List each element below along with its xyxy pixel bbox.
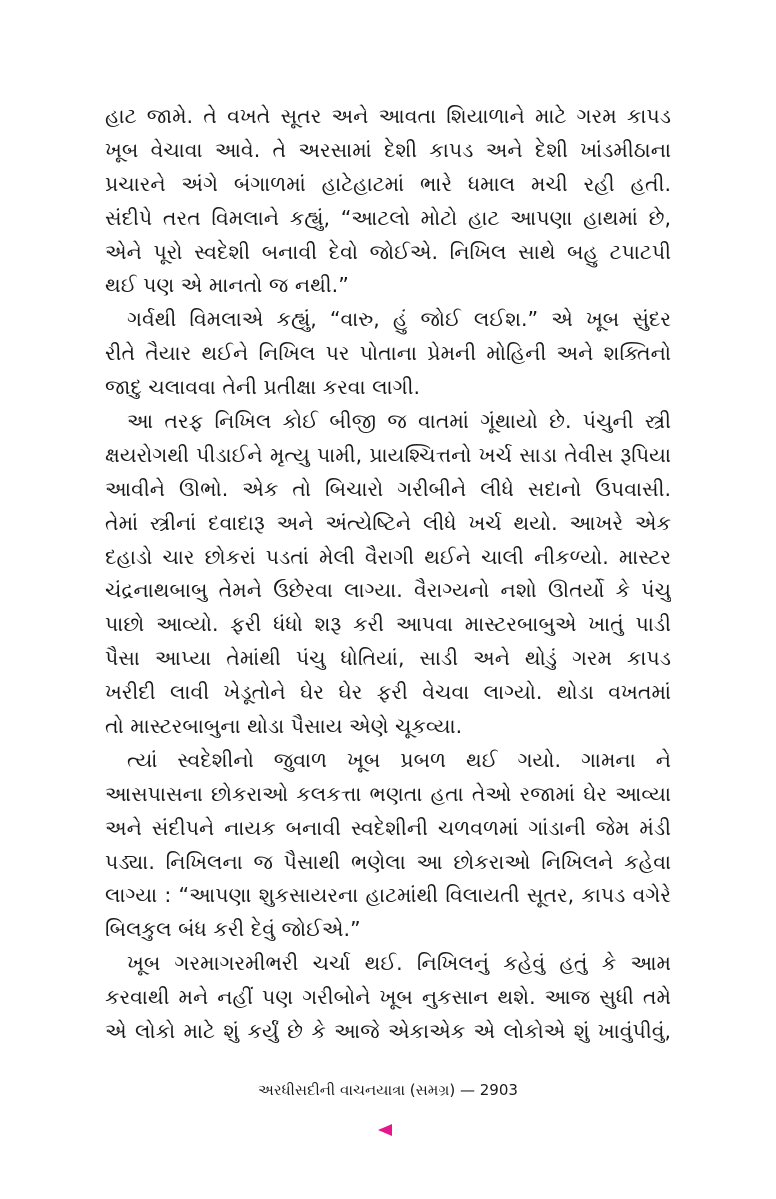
text-line: આવીને ઊભો. એક તો બિચારો ગરીબીને લીધે સદાનો ઉપવાસી.: [105, 476, 671, 501]
text-line: પ્રચારને અંગે બંગાળમાં હાટેહાટમાં ભારે ધમાલ મચી રહી હતી.: [105, 171, 671, 196]
text-line: એ લોકો માટે શું કર્યું છે કે આજે એકાએક એ લોકોએ શું ખાવુંપીવું,: [105, 1019, 671, 1044]
paragraph-start-line: ત્યાં સ્વદેશીનો જુવાળ ખૂબ પ્રબળ થઈ ગયો. ગામના ને: [127, 747, 671, 772]
text-line: પૈસા આપ્યા તેમાંથી પંચુ ધોતિયાં, સાડી અને થોડું ગરમ કાપડ: [105, 646, 671, 671]
text-line: પડ્યા. નિખિલના જ પૈસાથી ભણેલા આ છોકરાઓ નિખિલને કહેવા: [105, 849, 671, 874]
paragraph-start-line: આ તરફ નિખિલ કોઈ બીજી જ વાતમાં ગૂંથાયો છે. પંચુની સ્ત્રી: [127, 409, 671, 434]
paragraph-start-line: ગર્વથી વિમલાએ કહ્યું, “વારુ, હું જોઈ લઈશ.” એ ખૂબ સુંદર: [127, 307, 671, 332]
footer-separator: —: [459, 1081, 475, 1099]
page-footer: [0, 1080, 776, 1100]
text-line: સંદીપે તરત વિમલાને કહ્યું, “આટલો મોટો હાટ આપણા હાથમાં છે,: [105, 205, 671, 230]
text-line: અને સંદીપને નાયક બનાવી સ્વદેશીની ચળવળમાં ગાંડાની જેમ મંડી: [105, 815, 671, 840]
text-line: આસપાસના છોકરાઓ કલકત્તા ભણતા હતા તેઓ રજામાં ઘેર આવ્યા: [105, 781, 671, 806]
page-number: 2903: [479, 1081, 518, 1099]
text-line: ચંદ્રનાથબાબુ તેમને ઉછેરવા લાગ્યા. વૈરાગ્યનો નશો ઊતર્યો કે પંચુ: [105, 578, 671, 603]
text-line: લાગ્યા : “આપણા શુકસાયરના હાટમાંથી વિલાયતી સૂતર, કાપડ વગેરે: [105, 883, 671, 908]
book-title: અરધીસદીની વાચનયાત્રા (સમગ્ર): [258, 1081, 456, 1099]
text-line: પાછો આવ્યો. ફરી ધંધો શરૂ કરી આપવા માસ્ટરબાબુએ ખાતું પાડી: [105, 612, 671, 637]
text-line: કરવાથી મને નહીં પણ ગરીબોને ખૂબ નુકસાન થશે. આજ સુધી તમે: [105, 985, 671, 1010]
text-line: દહાડો ચાર છોકરાં પડતાં મેલી વૈરાગી થઈને ચાલી નીકળ્યો. માસ્ટર: [105, 544, 671, 569]
text-line: થઈ પણ એ માનતો જ નથી.”: [105, 273, 349, 298]
text-line: તેમાં સ્ત્રીનાં દવાદારૂ અને અંત્યેષ્ટિને લીધે ખર્ચ થયો. આખરે એક: [105, 510, 671, 535]
text-line: બિલકુલ બંધ કરી દેવું જોઈએ.”: [105, 917, 361, 942]
text-line: એને પૂરો સ્વદેશી બનાવી દેવો જોઈએ. નિખિલ સાથે બહુ ટપાટપી: [105, 239, 671, 264]
book-page-body: [105, 100, 671, 1049]
text-line: ક્ષયરોગથી પીડાઈને મૃત્યુ પામી, પ્રાયશ્ચિત્તનો ખર્ચ સાડા તેવીસ રૂપિયા: [105, 442, 671, 467]
text-line: ખૂબ વેચાવા આવે. તે અરસામાં દેશી કાપડ અને દેશી ખાંડમીઠાના: [105, 137, 671, 162]
text-line: ખરીદી લાવી ખેડૂતોને ઘેર ઘેર ફરી વેચવા લાગ્યો. થોડા વખતમાં: [105, 680, 671, 705]
paragraph-start-line: ખૂબ ગરમાગરમીભરી ચર્ચા થઈ. નિખિલનું કહેવું હતું કે આમ: [127, 951, 671, 976]
text-line: હાટ જામે. તે વખતે સૂતર અને આવતા શિયાળાને માટે ગરમ કાપડ: [105, 104, 671, 128]
text-line: જાદુ ચલાવવા તેની પ્રતીક્ષા કરવા લાગી.: [105, 375, 420, 400]
text-line: રીતે તૈયાર થઈને નિખિલ પર પોતાના પ્રેમની મોહિની અને શક્તિનો: [105, 341, 671, 366]
previous-page-icon[interactable]: [378, 1124, 392, 1136]
text-line: તો માસ્ટરબાબુના થોડા પૈસાય એણે ચૂકવ્યા.: [105, 714, 463, 739]
